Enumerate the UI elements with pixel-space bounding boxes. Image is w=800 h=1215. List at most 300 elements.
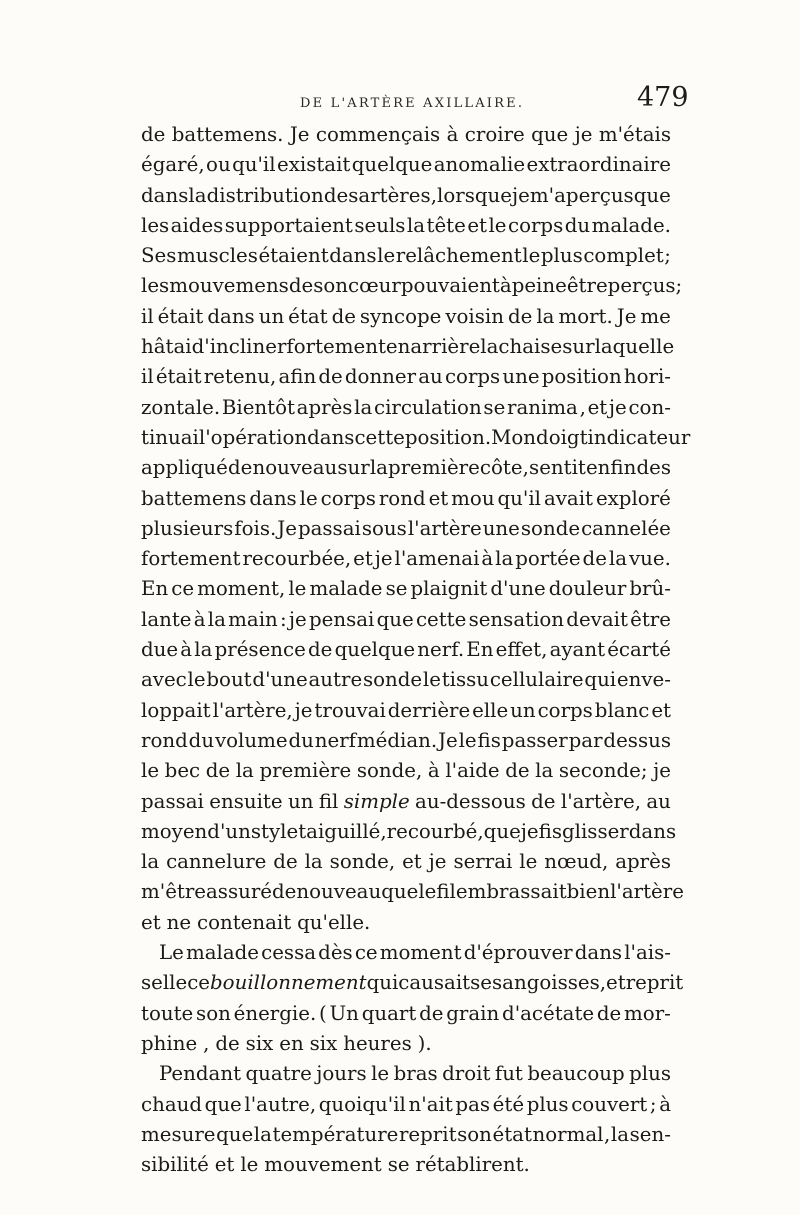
word: perçus; <box>607 274 683 298</box>
word: pensai <box>308 607 375 631</box>
word: ou <box>206 153 231 177</box>
word: fil <box>436 880 456 904</box>
word: de <box>288 274 314 298</box>
word: jours <box>316 1062 367 1086</box>
word: l'aide <box>445 759 500 783</box>
word: corps <box>537 698 593 722</box>
word: sur <box>337 456 370 480</box>
word: de <box>205 759 231 783</box>
word: Le <box>159 941 184 965</box>
word: m'étais <box>598 123 671 146</box>
word: simple <box>343 789 410 813</box>
word: position. <box>404 425 492 449</box>
word: se <box>387 1153 410 1177</box>
word: Ses <box>141 244 177 268</box>
text-line <box>141 665 671 695</box>
word: rond <box>378 486 426 510</box>
word: je <box>428 850 447 874</box>
word: bec <box>164 759 201 783</box>
word: plus <box>540 244 583 268</box>
word: fortement <box>286 335 386 359</box>
word: cette <box>415 607 467 631</box>
word: Pendant <box>159 1062 242 1086</box>
word: loppait <box>141 698 211 722</box>
word: quoiqu'il <box>318 1092 406 1116</box>
word: derrière <box>387 698 471 722</box>
word: m'être <box>141 880 207 904</box>
text-line <box>141 999 671 1029</box>
word: mesure <box>141 1122 216 1146</box>
word: ce <box>171 577 195 601</box>
word: main <box>228 607 278 631</box>
word: bout <box>206 668 252 692</box>
word: devait <box>566 607 628 631</box>
word: de <box>215 1031 240 1055</box>
word: un <box>510 698 536 722</box>
word: Je <box>289 123 310 146</box>
word: les <box>141 274 170 298</box>
word: battemens. <box>171 123 284 146</box>
word: d'incliner <box>191 335 287 359</box>
text-line <box>141 605 671 635</box>
text-line <box>141 362 671 392</box>
word: quelque <box>334 638 416 662</box>
text-line <box>141 1120 671 1150</box>
word: la <box>207 607 226 631</box>
word: et <box>587 395 608 419</box>
word: ensuite <box>209 789 283 813</box>
word: peine <box>511 274 567 298</box>
word: ; <box>649 1092 657 1116</box>
word: l'autre, <box>244 1092 317 1116</box>
word: selle <box>141 971 188 995</box>
word: dès <box>318 941 353 965</box>
word: je <box>520 819 539 843</box>
word: me <box>640 304 671 328</box>
word: Je <box>616 304 637 328</box>
word: qu'elle. <box>297 910 371 934</box>
word: doigt <box>536 425 588 449</box>
word: énergie. <box>233 1001 317 1025</box>
text-line <box>141 332 675 362</box>
word: chaud <box>141 1092 203 1116</box>
word: recourbée, <box>242 547 352 571</box>
word: tinuai <box>141 425 199 449</box>
word: passer <box>501 728 568 752</box>
word: relâchement <box>395 244 522 268</box>
word: sonde, <box>329 850 396 874</box>
word: dans <box>329 244 377 268</box>
text-line <box>141 938 671 968</box>
word: beaucoup <box>527 1062 625 1086</box>
word: la <box>188 183 207 207</box>
word: elle <box>472 698 509 722</box>
word: corps <box>444 365 501 389</box>
word: état <box>288 304 328 328</box>
word: du <box>564 213 591 237</box>
word: à <box>180 638 193 662</box>
word: plaignit <box>410 577 488 601</box>
word: l'artère <box>610 880 684 904</box>
word: après <box>615 850 671 874</box>
word: sonde, <box>356 759 423 783</box>
word: côte <box>479 456 523 480</box>
text-line <box>141 1150 671 1180</box>
word: due <box>141 638 179 662</box>
word: un <box>287 789 314 813</box>
text-line <box>141 241 671 271</box>
word: la <box>608 547 627 571</box>
word: syncope <box>359 304 442 328</box>
word: au <box>418 365 443 389</box>
text-line <box>141 150 671 180</box>
word: se <box>483 395 506 419</box>
word: Mon <box>491 425 537 449</box>
text-line <box>141 271 683 301</box>
word: fil <box>318 789 339 813</box>
word: au <box>646 789 671 813</box>
word: sentit <box>529 456 586 480</box>
word: de <box>507 304 533 328</box>
word: volume <box>214 728 288 752</box>
word: normal <box>532 1122 604 1146</box>
word: sibilité <box>141 1153 209 1177</box>
word: , <box>604 1122 611 1146</box>
text-line <box>141 787 671 817</box>
word: ). <box>417 1031 432 1055</box>
text-line <box>141 1090 671 1120</box>
word: était <box>155 365 202 389</box>
word: rond <box>141 728 188 752</box>
word: de <box>273 850 298 874</box>
word: autre <box>308 668 363 692</box>
word: un <box>258 304 285 328</box>
word: mou <box>451 486 495 510</box>
word: présence <box>214 638 306 662</box>
word: portée <box>515 547 581 571</box>
word: le <box>488 213 507 237</box>
word: le <box>141 759 160 783</box>
word: et <box>428 486 449 510</box>
word: l'opération <box>198 425 308 449</box>
page-number: 479 <box>637 82 689 113</box>
word: plusieurs <box>141 516 234 540</box>
word: arrière <box>410 335 481 359</box>
word: du <box>288 728 314 752</box>
word: ayant <box>549 638 606 662</box>
word: afin <box>278 365 317 389</box>
text-line <box>141 544 671 574</box>
word: position <box>541 365 622 389</box>
word: de <box>331 304 356 328</box>
word: cette <box>354 425 405 449</box>
word: lante <box>141 607 192 631</box>
word: croire <box>464 123 525 146</box>
word: cessa <box>261 941 317 965</box>
text-line <box>141 181 671 211</box>
word: malade <box>185 941 260 965</box>
word: sonde <box>362 668 423 692</box>
text-line <box>141 453 671 483</box>
word: circulation <box>373 395 482 419</box>
word: moyen <box>141 819 208 843</box>
word: d'une <box>490 577 546 601</box>
word: ce <box>354 941 378 965</box>
word: qu'il <box>497 486 542 510</box>
word: par <box>568 728 603 752</box>
word: distribution <box>206 183 324 207</box>
word: de <box>141 123 166 146</box>
word: Je <box>438 728 458 752</box>
word: du <box>188 728 215 752</box>
word: une <box>502 365 540 389</box>
word: à <box>427 759 440 783</box>
word: le <box>377 244 396 268</box>
word: dans <box>207 304 255 328</box>
word: En <box>466 638 494 662</box>
word: il <box>141 304 154 328</box>
word: les <box>141 213 170 237</box>
text-line <box>141 696 671 726</box>
word: m'aperçus <box>529 183 634 207</box>
word: ( <box>319 1001 327 1025</box>
word: son <box>313 274 349 298</box>
word: bouillonnement <box>210 971 367 995</box>
word: à <box>659 1092 671 1116</box>
word: assuré <box>206 880 273 904</box>
word: tissu <box>441 668 490 692</box>
word: état <box>492 1122 532 1146</box>
word: qui <box>584 668 617 692</box>
word: son <box>457 1122 492 1146</box>
word: extraordinaire <box>526 153 671 177</box>
word: au-dessous <box>415 789 526 813</box>
word: dans <box>574 941 623 965</box>
word: brû- <box>629 577 671 601</box>
word: corps <box>320 486 376 510</box>
text-line <box>141 968 684 998</box>
word: rétablirent. <box>415 1153 530 1177</box>
word: reprit <box>625 971 684 995</box>
word: écarté <box>607 638 671 662</box>
text-line <box>141 756 671 786</box>
word: être <box>630 607 671 631</box>
word: l'ais- <box>624 941 671 965</box>
word: reprit <box>398 1122 457 1146</box>
word: , <box>579 395 586 419</box>
word: le <box>458 728 477 752</box>
word: d'acétate <box>502 1001 595 1025</box>
word: de <box>227 456 253 480</box>
word: plus <box>526 1092 569 1116</box>
word: aides <box>170 213 224 237</box>
word: son <box>196 1001 231 1025</box>
word: à <box>499 274 512 298</box>
word: ses <box>470 971 503 995</box>
word: je <box>288 607 307 631</box>
word: que <box>216 1122 254 1146</box>
word: qui <box>366 971 399 995</box>
word: que <box>531 123 569 146</box>
word: moment, <box>197 577 286 601</box>
word: seuls <box>354 213 406 237</box>
word: d'un <box>207 819 251 843</box>
word: fis <box>477 728 501 752</box>
word: avec <box>141 668 187 692</box>
word: voisin <box>445 304 504 328</box>
word: recourbé, <box>386 819 484 843</box>
word: nouveau <box>252 456 338 480</box>
word: mouvemens <box>169 274 289 298</box>
word: fis <box>538 819 562 843</box>
word: nœud, <box>544 850 609 874</box>
word: l'artère, <box>560 789 641 813</box>
word: à <box>446 123 459 146</box>
word: en <box>279 1031 304 1055</box>
word: six <box>245 1031 274 1055</box>
word: fois. <box>234 516 277 540</box>
word: en <box>385 335 411 359</box>
word: Je <box>277 516 297 540</box>
word: l'amenai <box>394 547 480 571</box>
word: battemens <box>141 486 247 510</box>
word: égaré, <box>141 153 205 177</box>
word: quatre <box>245 1062 312 1086</box>
word: mort. <box>558 304 613 328</box>
word: de <box>531 789 556 813</box>
word: trouvai <box>314 698 386 722</box>
word: la <box>235 759 254 783</box>
word: fut <box>494 1062 523 1086</box>
word: le <box>288 577 307 601</box>
word: des <box>323 183 359 207</box>
word: la <box>253 1122 272 1146</box>
word: je <box>608 395 627 419</box>
word: grain <box>446 1001 500 1025</box>
word: pas <box>455 1092 491 1116</box>
word: serrai <box>453 850 513 874</box>
word: ne <box>166 910 192 934</box>
word: de <box>505 759 530 783</box>
word: que <box>204 1092 242 1116</box>
word: fortement <box>141 547 241 571</box>
word: douleur <box>548 577 627 601</box>
word: dans <box>307 425 355 449</box>
word: muscles <box>176 244 258 268</box>
word: que <box>483 819 521 843</box>
word: se <box>385 577 408 601</box>
word: la <box>610 1122 630 1146</box>
word: complet <box>583 244 664 268</box>
word: seconde; <box>558 759 648 783</box>
text-line <box>141 635 671 665</box>
word: bien <box>566 880 611 904</box>
text-line <box>141 817 677 847</box>
word: , <box>430 183 437 207</box>
text-line <box>141 1029 671 1059</box>
word: tête <box>426 213 466 237</box>
text-line <box>141 393 671 423</box>
word: Un <box>329 1001 359 1025</box>
word: ce <box>187 971 211 995</box>
word: toute <box>141 1001 194 1025</box>
word: dans <box>249 486 297 510</box>
word: artères <box>358 183 431 207</box>
word: était <box>157 304 204 328</box>
word: et <box>353 547 373 571</box>
word: et <box>467 213 487 237</box>
word: glisser <box>561 819 629 843</box>
word: je <box>294 698 313 722</box>
word: étaient <box>258 244 329 268</box>
word: droit <box>442 1062 491 1086</box>
word: l'artère, <box>212 698 293 722</box>
word: d'éprouver <box>463 941 573 965</box>
word: six <box>309 1031 338 1055</box>
word: de <box>318 365 343 389</box>
word: blanc <box>594 698 650 722</box>
word: passai <box>297 516 361 540</box>
word: appliqué <box>141 456 228 480</box>
text-line <box>141 302 671 332</box>
word: être <box>566 274 608 298</box>
word: chaise <box>498 335 563 359</box>
word: le <box>299 486 318 510</box>
text-line <box>141 120 671 150</box>
word: phine <box>141 1031 198 1055</box>
word: moment <box>379 941 462 965</box>
word: plus <box>629 1062 671 1086</box>
word: que <box>376 607 414 631</box>
word: quelque <box>351 153 433 177</box>
word: exploré <box>595 486 671 510</box>
word: enfin <box>585 456 637 480</box>
word: après <box>296 395 353 419</box>
word: retenu, <box>203 365 277 389</box>
word: de <box>272 880 297 904</box>
word: cannelée <box>581 516 671 540</box>
word: je <box>374 547 393 571</box>
word: lorsque <box>437 183 512 207</box>
word: température <box>272 1122 399 1146</box>
word: zontale. <box>141 395 221 419</box>
text-line <box>141 877 684 907</box>
word: , <box>522 456 529 480</box>
word: et <box>141 910 161 934</box>
word: la <box>194 638 213 662</box>
word: ; <box>664 244 671 268</box>
word: à <box>481 547 494 571</box>
word: anomalie <box>433 153 526 177</box>
word: que <box>633 183 671 207</box>
word: contenait <box>196 910 292 934</box>
word: stylet <box>250 819 307 843</box>
word: , <box>203 1031 210 1055</box>
word: pouvaient <box>400 274 500 298</box>
word: ranima <box>506 395 578 419</box>
word: cœur <box>348 274 401 298</box>
word: couvert <box>571 1092 648 1116</box>
word: dans <box>628 819 677 843</box>
word: sen- <box>629 1122 671 1146</box>
word: le <box>371 1062 390 1086</box>
word: sur <box>562 335 595 359</box>
word: effet, <box>495 638 548 662</box>
word: con- <box>628 395 671 419</box>
word: la <box>495 547 514 571</box>
word: la <box>304 850 323 874</box>
word: le <box>522 244 541 268</box>
